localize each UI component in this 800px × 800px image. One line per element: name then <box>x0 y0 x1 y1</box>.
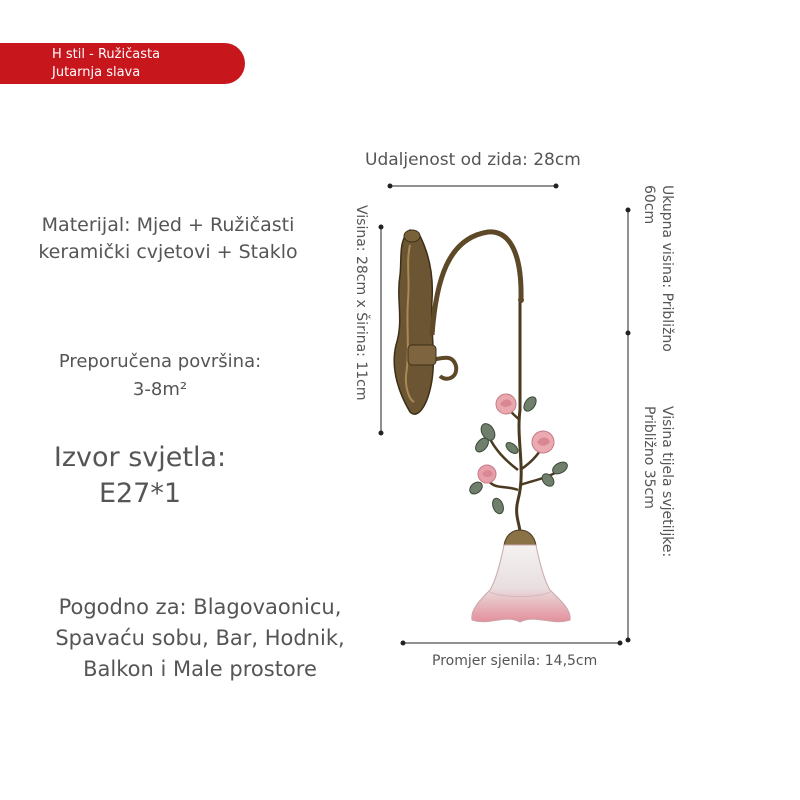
light-source-value: E27*1 <box>98 478 182 509</box>
glass-flower-shade <box>472 545 570 622</box>
body-height-end-top <box>626 331 630 335</box>
lamp-backplate <box>394 230 456 414</box>
material-spec: Materijal: Mjed + Ružičasti keramički cvjetovi + Staklo <box>38 214 298 263</box>
suitable-line-3: Balkon i Male prostore <box>83 657 317 681</box>
leaf <box>491 497 506 515</box>
suitable-line-2: Spavaću sobu, Bar, Hodnik, <box>55 626 345 650</box>
wall-distance-end-left <box>388 184 392 188</box>
area-value: 3-8m² <box>132 379 188 400</box>
light-source-label: Izvor svjetla: <box>53 442 227 473</box>
diameter-end-left <box>401 641 405 645</box>
total-height-end-top <box>626 208 630 212</box>
height-width-label: Visina: 28cm x Širina: 11cm <box>353 205 369 401</box>
body-height-line-2: Približno 35cm <box>641 406 657 509</box>
wall-distance-end-right <box>554 184 558 188</box>
lamp-holder <box>504 530 536 545</box>
total-height-label <box>640 185 676 352</box>
total-height-end-bottom <box>626 638 630 642</box>
rose <box>478 465 496 483</box>
body-height-line-1: Visina tijela svjetiljke: <box>659 406 675 558</box>
diameter-end-right <box>618 641 622 645</box>
rose <box>496 394 516 414</box>
body-height-label <box>640 406 676 557</box>
height-line-end-top <box>379 225 383 229</box>
leaf <box>521 395 538 414</box>
height-line-end-bottom <box>379 431 383 435</box>
suitable-line-1: Pogodno za: Blagovaonicu, <box>58 595 342 619</box>
badge-line-1: H stil - Ružičasta <box>52 46 161 62</box>
rose <box>532 431 554 453</box>
wall-distance-label: Udaljenost od zida: 28cm <box>365 150 581 170</box>
badge-line-2: Jutarnja slava <box>52 64 141 80</box>
area-label: Preporučena površina: <box>58 351 262 372</box>
shade-diameter-label: Promjer sjenila: 14,5cm <box>432 653 598 669</box>
leaf <box>504 440 520 455</box>
total-height-line-1: Ukupna visina: Približno <box>659 185 675 352</box>
lamp-arm <box>432 232 521 335</box>
leaf <box>467 480 484 497</box>
total-height-line-2: 60cm <box>641 185 657 225</box>
